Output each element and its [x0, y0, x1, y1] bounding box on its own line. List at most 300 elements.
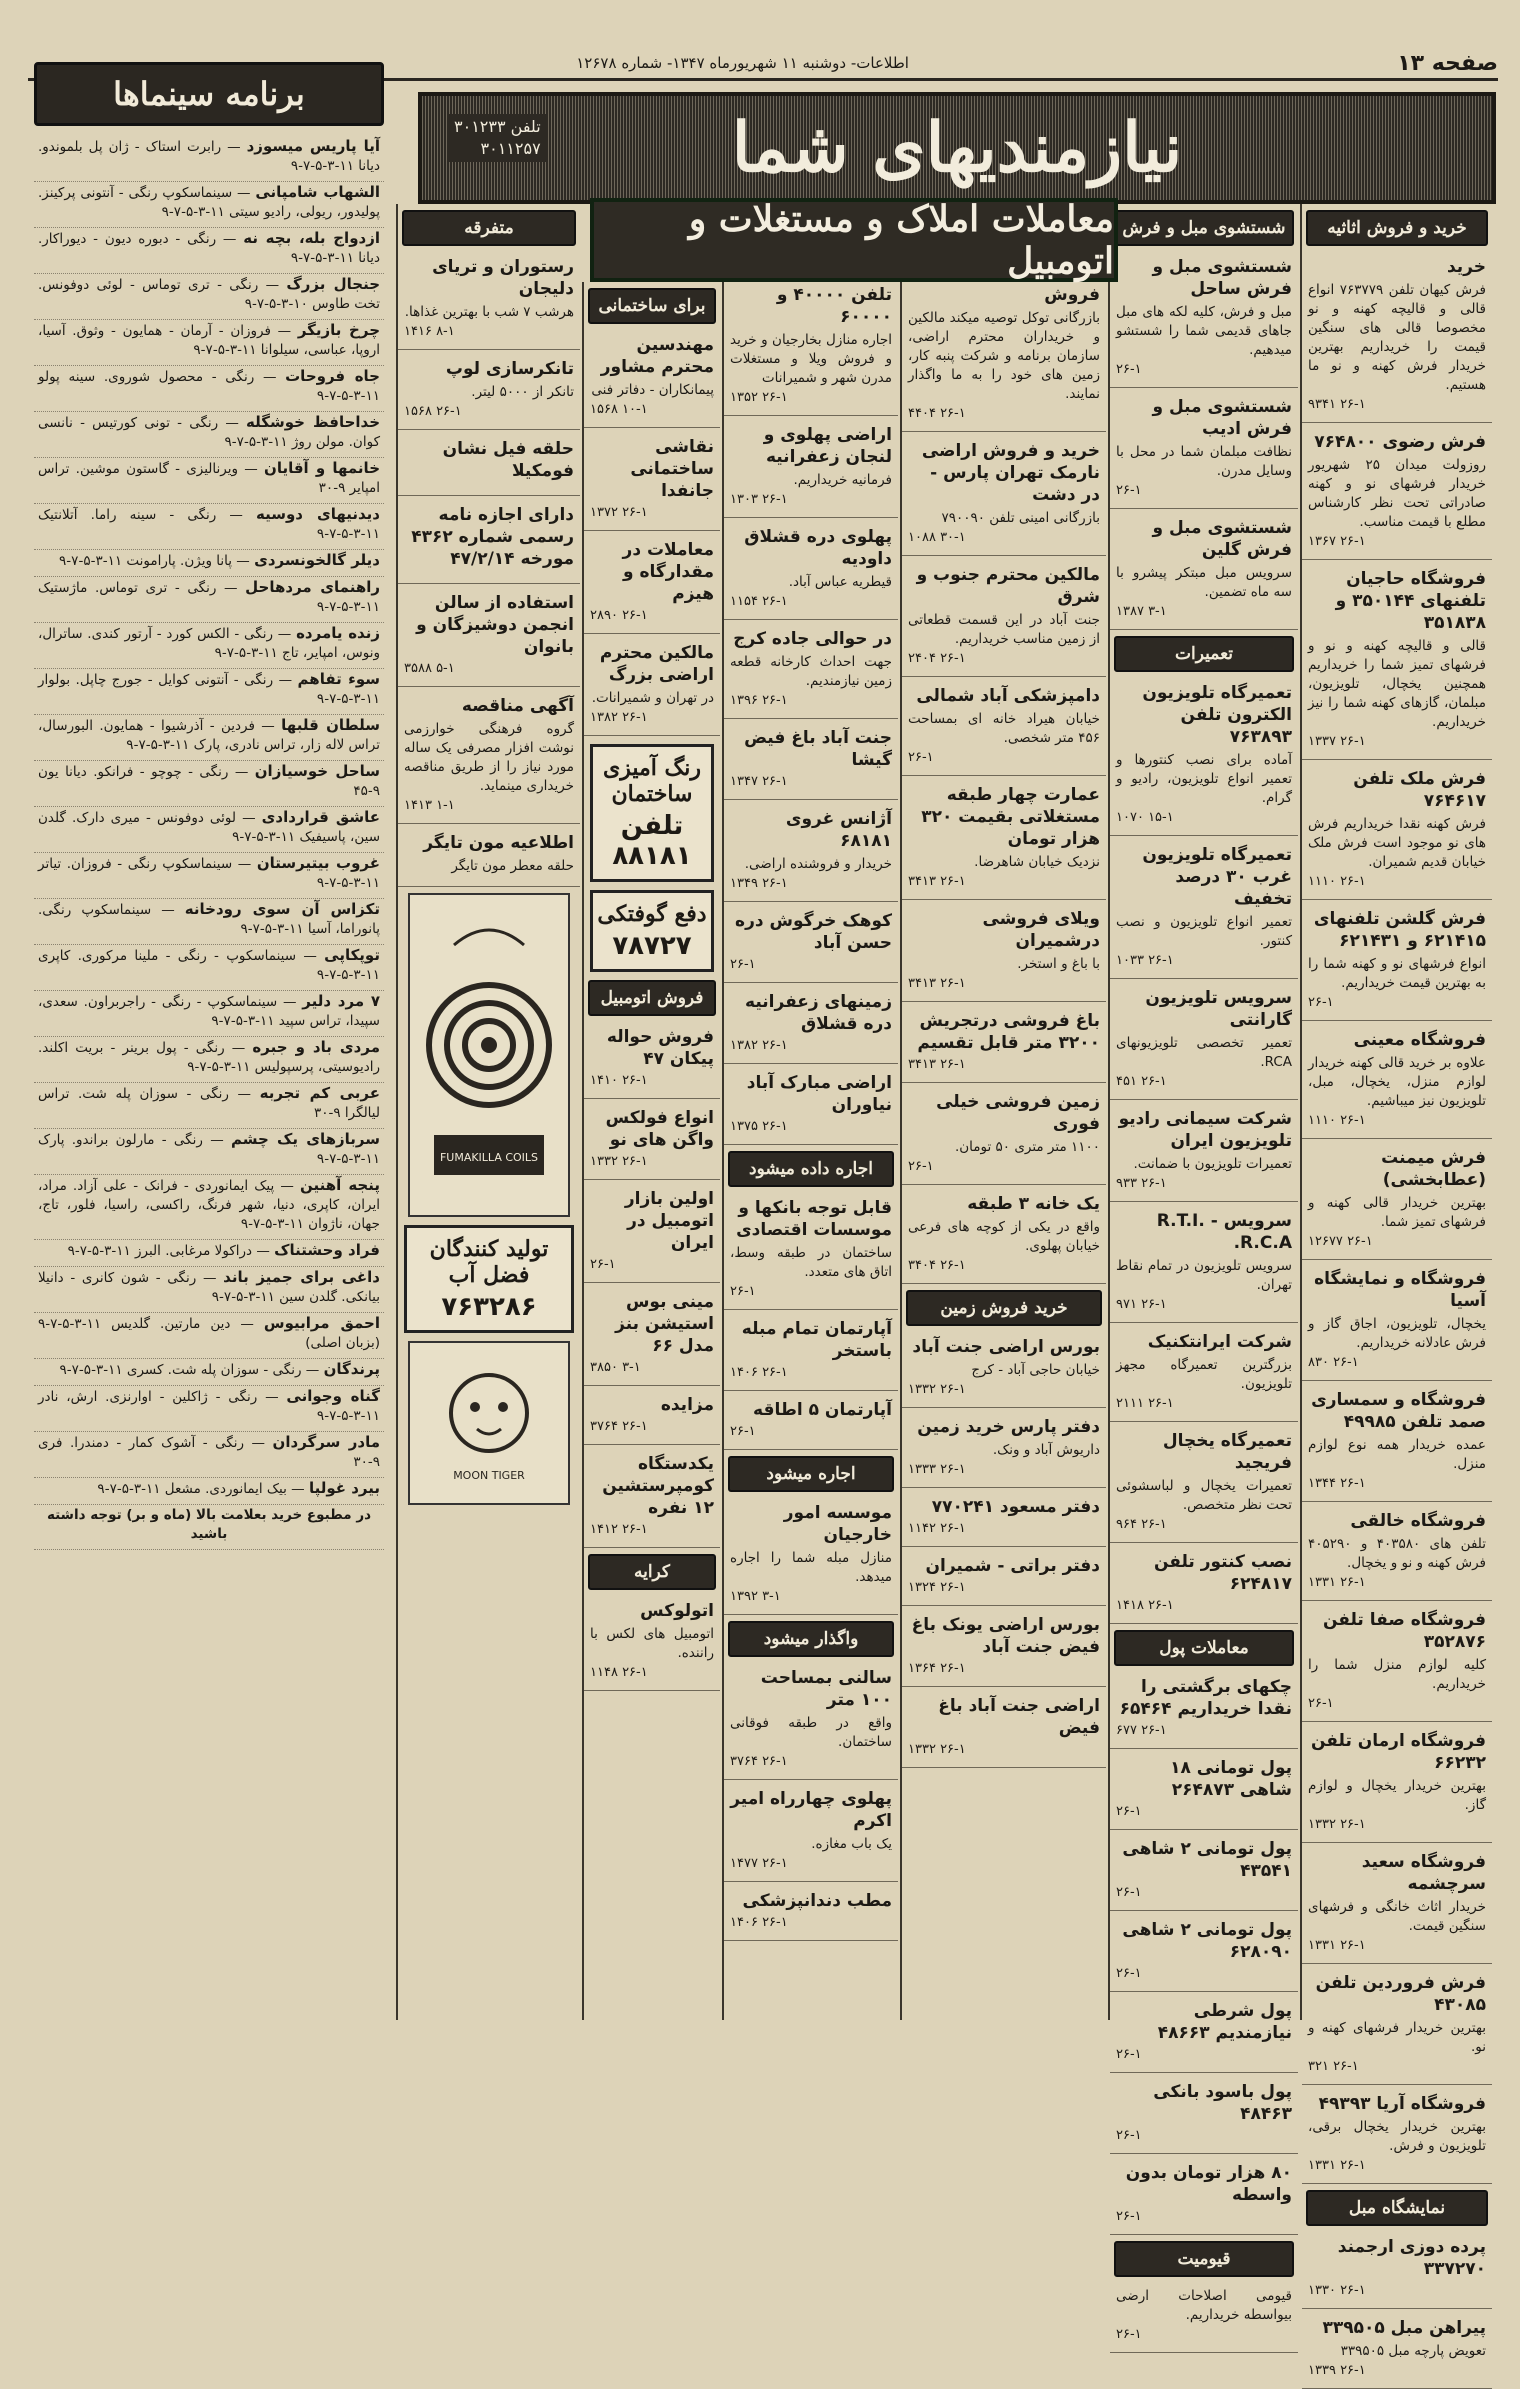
ad-title: باغ فروشی درتجریش ۳۲۰۰ متر قابل تقسیم: [917, 1011, 1100, 1053]
cinema-listing: احمق مرابیوس — دین مارتین. گلدیس ۱۱-۳-۵-۷-۹ (بزبان اصلی): [34, 1313, 384, 1359]
classified-ad: [724, 1316, 898, 1391]
classified-ad: [724, 282, 898, 416]
ad-title: فروشگاه معینی: [1353, 1030, 1486, 1050]
ad-code: ۲۶-۱ ۱۴۱۲: [590, 1522, 648, 1537]
film-details: رنگی - محصول شوروی. سینه پولو ۱۱-۳-۵-۷-۹: [38, 369, 380, 404]
ad-title: اولین بازار اتومبیل در ایران: [624, 1189, 714, 1253]
ad-title: ۸۰ هزار تومان بدون واسطه: [1125, 2163, 1292, 2205]
ad-text: اجاره منازل بخارجیان و خرید و فروش ویلا و مستغلات مدرن شهر و شمیرانات: [730, 332, 892, 386]
ad-text: خیابان هیراد خانه ای بمساحت ۴۵۶ متر شخصی.: [908, 711, 1100, 746]
classified-ad: [1110, 680, 1298, 836]
ad-code: ۲۶-۱ ۱۳۸۲: [590, 710, 648, 725]
classified-ad: [902, 1191, 1106, 1284]
classified-ad: [902, 1693, 1106, 1768]
ad-code: ۲۶-۱ ۱۳۳۱: [1308, 2158, 1366, 2173]
film-details: رنگی - چوچو - فرانکو. دیانا یون ۹-۴۵: [38, 764, 380, 799]
classified-ad: [1110, 842, 1298, 979]
classified-ad: [1302, 2315, 1492, 2389]
ad-code: ۲۶-۱ ۱۴۷۷: [730, 1856, 788, 1871]
film-details: رنگی - سوزان پله شت. کسری ۱۱-۳-۵-۷-۹: [59, 1362, 302, 1378]
film-title: بیرد غولپا: [308, 1479, 380, 1497]
film-title: فراد وحشتناک: [274, 1241, 380, 1259]
ad-code: ۲۶-۱: [1116, 2047, 1142, 2062]
ad-title: تعمیرگاه یخچال فریجید: [1162, 1431, 1292, 1473]
film-title: احمق مرابیوس: [263, 1314, 380, 1332]
ad-code: ۲۶-۱ ۱۳۳۳: [908, 1462, 966, 1477]
cinema-listing: ازدواج بله، بچه نه — رنگی - دبوره دیون - دیوراکار. دیانا ۱۱-۳-۵-۷-۹: [34, 228, 384, 274]
ads-list: [724, 1665, 898, 1941]
classified-ad: [1110, 254, 1298, 388]
section-head-land: خرید فروش زمین: [906, 1290, 1102, 1326]
ad-text: قالی و قالیچه کهنه و نو و فرشهای تمیز شما را خریداریم همچنین یخچال، تلویزیون، مبلمان، گازهای کهنه شما را نیز خریداریم.: [1308, 638, 1486, 730]
classified-ad: [902, 1334, 1106, 1408]
ad-code: ۲۶-۱ ۳۴۱۳: [908, 1057, 966, 1072]
film-title: راهنمای مردهاحل: [245, 578, 380, 596]
ad-text: فرش کیهان تلفن ۷۶۳۷۷۹ انواع قالی و قالیچه کهنه و نو مخصوصا قالی های سنگین قیمت را خریداریم بهترین خریدار فرش کهنه و نو ما هستیم.: [1308, 282, 1486, 393]
ad-code: ۲۶-۱ ۳۴۰۴: [908, 1258, 966, 1273]
film-title: چرخ بازیگر: [297, 321, 381, 339]
ad-code: ۲۶-۱: [730, 1284, 756, 1299]
film-details: رنگی - تونی کورتیس - نانسی کوان. مولن روژ ۱۱-۳-۵-۷-۹: [38, 415, 380, 450]
ad-text: روزولت میدان ۲۵ شهریور خریدار فرشهای نو و کهنه صادراتی تحت نظر کارشناس مطلع با قیمت مناسب.: [1308, 457, 1486, 530]
ad-text: خریدار اثاث خانگی و فرشهای سنگین قیمت.: [1308, 1899, 1486, 1934]
ad-title: آژانس غروی ۶۸۱۸۱: [785, 809, 892, 851]
ad-title: پول شرطی نیازمندیم ۴۸۶۶۳: [1157, 2001, 1292, 2043]
classified-ad: [902, 1008, 1106, 1083]
classified-ad: [902, 438, 1106, 556]
film-details: سینماسکوپ رنگی - آنتونی پرکینز. پولیدور، ریولی، رادیو سیتی ۱۱-۳-۵-۷-۹: [38, 185, 380, 220]
ad-text: بهترین خریدار یخچال برقی، تلویزیون و فرش.: [1308, 2119, 1486, 2154]
ad-text: بهترین خریدار فرشهای کهنه و نو.: [1308, 2020, 1486, 2055]
ad-code: ۲۶-۱ ۱۳۳۹: [1308, 2363, 1366, 2378]
ad-title: سرویس R.T.I. - R.C.A.: [1156, 1211, 1292, 1253]
cinema-listing: عاشق قراردادی — لوئی دوفونس - میری دارک. گلدن سین، پاسیفیک ۱۱-۳-۵-۷-۹: [34, 807, 384, 853]
classified-ad: [584, 1024, 720, 1099]
ad-title: فرش رضوی ۷۶۴۸۰۰: [1314, 432, 1486, 452]
ad-text: تعمیر تخصصی تلویزیونهای RCA.: [1116, 1035, 1292, 1070]
classified-ad: [724, 1888, 898, 1941]
film-title: الشهاب شامپانی: [255, 183, 380, 201]
banner-phone-2: ۳۰۱۱۲۵۷: [480, 139, 541, 158]
cinema-listing: مردی باد و جبره — رنگی - پول برینر - بریت اکلند. رادیوسیتی، پرسپولیس ۱۱-۳-۵-۷-۹: [34, 1037, 384, 1083]
ad-title: مینی بوس استیشن بنز مدل ۶۶: [615, 1292, 714, 1356]
classified-ad: [1302, 1607, 1492, 1722]
ad-title: سالنی بمساحت ۱۰۰ متر: [760, 1668, 892, 1710]
ad-text: سرویس تلویزیون در تمام نقاط تهران.: [1116, 1258, 1292, 1293]
classified-ad: [584, 1289, 720, 1386]
classified-ad: [1110, 1549, 1298, 1624]
cinema-listing: جاه فروحات — رنگی - محصول شوروی. سینه پولو ۱۱-۳-۵-۷-۹: [34, 366, 384, 412]
ad-code: ۲۶-۱ ۱۰۳۳: [1116, 953, 1174, 968]
ads-list: [584, 1598, 720, 1691]
ad-text: قیطریه عباس آباد.: [788, 574, 892, 590]
classified-ad: [584, 537, 720, 634]
ad-text: جنت آباد در این قسمت قطعاتی از زمین مناسب خریداریم.: [908, 612, 1100, 647]
ad-title: پهلوی چهارراه امیر اکرم: [730, 1789, 892, 1831]
classified-ad: [1302, 906, 1492, 1021]
classified-ad: [1110, 394, 1298, 509]
ad-code: ۲۶-۱ ۱۴۱۸: [1116, 1598, 1174, 1613]
ad-code: ۲۶-۱: [1116, 2209, 1142, 2224]
cinema-listing: دیدنیهای دوسیه — رنگی - سینه راما. آتلانتیک ۱۱-۳-۵-۷-۹: [34, 504, 384, 550]
issue-line: اطلاعات- دوشنبه ۱۱ شهریورماه ۱۳۴۷- شماره ۱۲۶۷۸: [576, 54, 909, 72]
ad-code: ۲۶-۱ ۹۷۱: [1116, 1297, 1167, 1312]
ads-list: [902, 282, 1106, 1284]
film-details: ویرنالیزی - گاستون موشین. تراس امپایر ۹-۳۰: [38, 461, 380, 496]
film-details: رنگی - تری توماس. ماژستیک ۱۱-۳-۵-۷-۹: [38, 580, 380, 615]
classified-ad: [1302, 254, 1492, 423]
classified-ad: [584, 1105, 720, 1180]
cinema-listing: داغی برای جمیز باند — رنگی - شون کانری - دانیلا بیانکی. گلدن سین ۱۱-۳-۵-۷-۹: [34, 1267, 384, 1313]
ad-code: ۲۶-۱ ۱۳۳۲: [908, 1742, 966, 1757]
cinema-program: [34, 62, 384, 2022]
cinema-note: در مطبوع خرید بعلامت بالا (ماه و بر) توجه داشته باشید: [34, 1505, 384, 1550]
ad-code: ۲۶-۱: [1116, 2128, 1142, 2143]
film-title: غروب بیتیرستان: [256, 854, 380, 872]
column-misc: [396, 204, 580, 2020]
ad-code: ۲۶-۱ ۳۷۶۴: [730, 1754, 788, 1769]
ad-code: ۳-۱ ۱۳۸۷: [1116, 604, 1167, 619]
column-buy-sell: [1300, 204, 1492, 2378]
film-title: جاه فروحات: [285, 367, 380, 385]
classified-ad: [584, 1186, 720, 1283]
film-details: رنگی - سوزان پله شت. تراس لیالگرا ۹-۳۰: [38, 1086, 380, 1121]
ad-code: ۲۶-۱ ۱۳۲۴: [908, 1580, 966, 1595]
ad-text: گروه فرهنگی خوارزمی نوشت افزار مصرفی یک ساله مورد نیاز را از طریق مناقصه خریداری مینماید.: [404, 721, 574, 794]
cinema-listing: سربازهای یک چشم — رنگی - مارلون براندو. پارک ۱۱-۳-۵-۷-۹: [34, 1129, 384, 1175]
ad-code: ۲۶-۱ ۴۴۰۴: [908, 406, 966, 421]
fumakilla-logo-text: FUMAKILLA COILS: [439, 1151, 539, 1164]
box-ad-phone: ۷۸۷۲۷: [612, 931, 692, 961]
classified-ad: [724, 524, 898, 620]
ad-code: ۲۶-۱ ۶۷۷: [1116, 1723, 1167, 1738]
ad-title: فروشگاه صفا تلفن ۳۵۲۸۷۶: [1322, 1610, 1486, 1652]
ad-code: ۲۶-۱ ۲۸۹۰: [590, 608, 648, 623]
film-details: رنگی - مارلون براندو. پارک ۱۱-۳-۵-۷-۹: [38, 1132, 380, 1167]
ad-title: پول تومانی ۲ شاهی ۶۲۸۰۹۰: [1122, 1920, 1292, 1962]
classified-ad: [1302, 1027, 1492, 1139]
film-details: رنگی - آشوک کمار - دمندرا. فری ۹-۳۰: [38, 1435, 380, 1470]
classified-ad: [724, 1070, 898, 1145]
ad-code: ۲۶-۱ ۱۴۰۶: [730, 1365, 788, 1380]
classified-ad: [584, 1392, 720, 1445]
ad-title: پهلوی دره قشلاق داودیه: [744, 527, 892, 569]
cinema-listing: خداحافظ خوشگله — رنگی - تونی کورتیس - نانسی کوان. مولن روژ ۱۱-۳-۵-۷-۹: [34, 412, 384, 458]
ad-code: ۱۰-۱ ۱۵۶۸: [590, 402, 648, 417]
classified-ad: [724, 1195, 898, 1310]
ad-text: بازرگانی امینی تلفن ۷۹۰۰۹۰: [941, 510, 1100, 526]
film-title: دیدنیهای دوسیه: [255, 505, 380, 523]
cinema-listing: زنده یامرده — رنگی - الکس کورد - آرتور کندی. ساترال، ونوس، امپایر، تاج ۱۱-۳-۵-۷-۹: [34, 623, 384, 669]
ads-list: [1110, 1674, 1298, 2235]
ad-title: مالکین محترم جنوب و شرق: [916, 565, 1100, 607]
classified-ad: [902, 562, 1106, 677]
ad-title: تانکرسازی لوپ: [445, 359, 574, 379]
ad-code: ۲۶-۱ ۱۱۵۴: [730, 594, 788, 609]
ad-code: ۲۶-۱ ۱۴۱۰: [590, 1073, 648, 1088]
ad-code: ۲۶-۱ ۱۳۳۱: [1308, 1575, 1366, 1590]
cinema-listing: مادر سرگردان — رنگی - آشوک کمار - دمندرا. فری ۹-۳۰: [34, 1432, 384, 1478]
ad-code: ۲۶-۱: [1308, 995, 1334, 1010]
classified-ad: [902, 1612, 1106, 1687]
ad-code: ۲۶-۱ ۳۷۶۴: [590, 1419, 648, 1434]
section-head-for-rent: اجاره داده میشود: [728, 1151, 894, 1187]
film-details: سینماسکوپ - رنگی - راجربراون. سعدی، سپیدا، تراس سپید ۱۱-۳-۵-۷-۹: [38, 994, 380, 1029]
cinema-listing: الشهاب شامپانی — سینماسکوپ رنگی - آنتونی پرکینز. پولیدور، ریولی، رادیو سیتی ۱۱-۳-۵-۷-۹: [34, 182, 384, 228]
ad-text: تعمیر انواع تلویزیون و نصب کنتور.: [1116, 914, 1292, 949]
ad-text: عمده خریدار همه نوع لوازم منزل.: [1308, 1437, 1486, 1472]
ad-title: تعمیرگاه تلویزیون الکترون تلفن ۷۶۳۸۹۳: [1142, 683, 1292, 747]
tiger-logo-text: MOON TIGER: [453, 1469, 525, 1482]
ad-code: ۲۶-۱ ۱۱۱۰: [1308, 874, 1366, 889]
ad-title: ویلای فروشی درشمیران: [982, 909, 1100, 951]
cinema-listing: بیرد غولپا — بیک ایمانوردی. مشعل ۱۱-۳-۵-۷-۹: [34, 1478, 384, 1505]
ad-text: هرشب ۷ شب با بهترین غذاها.: [404, 304, 574, 320]
ad-text: نظافت مبلمان شما در محل با وسایل مدرن.: [1116, 444, 1292, 479]
ad-title: نقاشی ساختمانی جانفدا: [630, 437, 714, 501]
film-title: تکزاس آن سوی رودخانه: [184, 900, 380, 918]
ad-title: بورس اراضی جنت آباد: [912, 1337, 1100, 1357]
classified-ad: [724, 626, 898, 719]
ad-title: شرکت سیمانی رادیو تلویزیون ایران: [1118, 1109, 1292, 1151]
classified-ad: [724, 422, 898, 518]
classified-ad: [724, 806, 898, 902]
ad-title: موسسه امور خارجیان: [783, 1503, 892, 1545]
ad-title: استفاده از سالن انجمن دوشیزگان و بانوان: [416, 593, 574, 657]
ad-title: پول باسود بانکی ۴۸۴۶۳: [1153, 2082, 1292, 2124]
film-details: رنگی - دبوره دیون - دیوراکار. دیانا ۱۱-۳-۵-۷-۹: [38, 231, 380, 266]
ad-code: ۲۶-۱ ۱۳۳۲: [590, 1154, 648, 1169]
classified-ad: [1302, 566, 1492, 760]
film-title: سوء تفاهم: [297, 670, 380, 688]
ad-title: تعمیرگاه تلویزیون غرب ۳۰ درصد تخفیف: [1142, 845, 1292, 909]
ad-text: تعویض پارچه مبل ۳۳۹۵۰۵: [1340, 2343, 1486, 2359]
section-head-repairs: تعمیرات: [1114, 636, 1294, 672]
section-head-wanted-rent: اجاره میشود: [728, 1456, 894, 1492]
classified-ad: [1302, 1728, 1492, 1843]
ad-code: ۲۶-۱ ۹۶۴: [1116, 1517, 1167, 1532]
classified-ad: [1110, 515, 1298, 630]
ad-code: ۲۶-۱: [1308, 1696, 1334, 1711]
film-title: سلطان قلبها: [281, 716, 380, 734]
classified-ad: [1110, 1674, 1298, 1749]
ad-code: ۲۶-۱: [730, 1424, 756, 1439]
film-details: پیک ایمانوردی - فرانک - علی آزاد. مراد، ایران، کاپری، دنیا، شهر فرنگ، راکسی، راسیا، فلور، تاج، جهان، ناژوان ۱۱-۳-۵-۷-۹: [38, 1178, 380, 1232]
cinema-listing: آیا پاریس میسوزد — رابرت استاک - ژان پل بلموندو. دیانا ۱۱-۳-۵-۷-۹: [34, 136, 384, 182]
classified-ad: [1302, 766, 1492, 900]
film-details: بیک ایمانوردی. مشعل ۱۱-۳-۵-۷-۹: [97, 1481, 287, 1497]
cinema-listing: سلطان قلبها — فردین - آذرشیوا - همایون. البورسال، تراس لاله زار، تراس نادری، پارک ۱۱-۳-۵-۷-۹: [34, 715, 384, 761]
ad-title: قابل توجه بانکها و موسسات اقتصادی: [736, 1198, 892, 1240]
section-head-transfer: واگذار میشود: [728, 1621, 894, 1657]
cinema-listing: جنجال بزرگ — رنگی - تری توماس - لوئی دوفونس. تخت طاوس ۱۰-۳-۵-۷-۹: [34, 274, 384, 320]
column-construction-cars: [582, 282, 720, 2020]
ad-code: ۲۶-۱: [1116, 1966, 1142, 1981]
ad-text: خیابان حاجی آباد - کرج: [971, 1362, 1100, 1378]
ad-title: فرش ملک تلفن ۷۶۴۶۱۷: [1353, 769, 1486, 811]
film-details: سینماسکوپ رنگی - فروزان. تیاتر ۱۱-۳-۵-۷-۹: [38, 856, 380, 891]
ad-code: ۲۶-۱ ۱۲۶۷۷: [1308, 1234, 1373, 1249]
classified-ad: [398, 830, 580, 887]
classified-ad: [902, 1553, 1106, 1606]
ad-text: فرش کهنه نقدا خریداریم فرش های نو موجود است فرش ملک خیابان قدیم شمیران.: [1308, 816, 1486, 870]
ad-title: حلقه فیل نشان فومکیلا: [442, 439, 574, 481]
classified-ad: [902, 683, 1106, 776]
classified-ad: [724, 1786, 898, 1882]
ad-text: انواع فرشهای نو و کهنه شما را به بهترین قیمت خریداریم.: [1308, 956, 1486, 991]
ad-title: پرده دوزی ارجمند ۳۳۷۲۷۰: [1337, 2237, 1486, 2279]
ad-code: ۲۶-۱ ۱۳۵۲: [730, 390, 788, 405]
classified-ad: [1110, 1329, 1298, 1422]
ad-code: ۲۶-۱: [590, 1257, 616, 1272]
box-ad-phone: ۷۶۳۲۸۶: [441, 1292, 537, 1322]
ad-title: یکدستگاه کومپرستشین ۱۲ نفره: [602, 1454, 714, 1518]
ad-text: یک باب مغازه.: [811, 1836, 892, 1852]
film-title: عربی کم تجربه: [259, 1084, 380, 1102]
ad-title: پیراهن مبل ۳۳۹۵۰۵: [1322, 2318, 1486, 2338]
cinema-listing: پنجه آهنین — پیک ایمانوردی - فرانک - علی آزاد. مراد، ایران، کاپری، دنیا، شهر فرنگ، راکسی، راسیا، فلور، تاج، جهان، ناژوان ۱۱-۳-۵-۷-۹: [34, 1175, 384, 1240]
ad-code: ۲۶-۱ ۱۴۰۶: [730, 1915, 788, 1930]
ad-text: فرمانیه خریداریم.: [793, 472, 892, 488]
film-details: رابرت استاک - ژان پل بلموندو. دیانا ۱۱-۳-۵-۷-۹: [38, 139, 380, 174]
classified-ad: [724, 989, 898, 1064]
box-ad-title: رنگ آمیزی ساختمان: [603, 755, 701, 807]
section-head-furniture: نمایشگاه مبل: [1306, 2190, 1488, 2226]
ad-text: نزدیک خیابان شاهرضا.: [974, 854, 1100, 870]
ads-list: [724, 1500, 898, 1615]
cinema-listing: دیلر گالخونسردی — پانا ویژن. پارامونت ۱۱-۳-۵-۷-۹: [34, 550, 384, 577]
ad-title: فروش حواله پیکان ۴۷: [606, 1027, 714, 1069]
section-headline-real-estate: معاملات املاک و مستغلات و اتومبیل: [590, 198, 1118, 282]
classified-ad: [902, 1089, 1106, 1185]
ads-list: [1110, 254, 1298, 630]
section-head-misc: متفرقه: [402, 210, 576, 246]
ad-text: بزرگترین تعمیرگاه مجهز تلویزیون.: [1116, 1357, 1292, 1392]
classified-ad: [902, 906, 1106, 1002]
classified-ad: [724, 1500, 898, 1615]
ads-list: [1110, 2285, 1298, 2353]
ad-title: فروشگاه و سمساری صمد تلفن ۴۹۹۸۵: [1311, 1390, 1486, 1432]
banner-title: نیازمندیهای شما: [731, 108, 1183, 188]
ad-title: فروشگاه خالقی: [1350, 1511, 1486, 1531]
ad-title: فروشگاه حاجیان تلفنهای ۳۵۰۱۴۴ و ۳۵۱۸۳۸: [1335, 569, 1486, 633]
ad-text: کلیه لوازم منزل شما را خریداریم.: [1308, 1657, 1486, 1692]
ad-code: ۲۶-۱ ۱۳۳۷: [1308, 734, 1366, 749]
ad-title: دفتر پارس خرید زمین: [917, 1417, 1100, 1437]
cinema-listing: ۷ مرد دلیر — سینماسکوپ - رنگی - راجربراون. سعدی، سپیدا، تراس سپید ۱۱-۳-۵-۷-۹: [34, 991, 384, 1037]
classified-ad: [724, 908, 898, 983]
classified-ad: [1110, 985, 1298, 1100]
classified-ad: [1302, 2234, 1492, 2309]
classified-ad: [1110, 2079, 1298, 2154]
ad-title: نصب کنتور تلفن ۶۲۴۸۱۷: [1153, 1552, 1292, 1594]
cinema-listing: گناه وجوانی — رنگی - ژاکلین - اوارنزی. ارش، نادر ۱۱-۳-۵-۷-۹: [34, 1386, 384, 1432]
ad-text: علاوه بر خرید قالی کهنه خریدار لوازم منزل، یخچال، مبل، تلویزیون نیز میباشیم.: [1308, 1055, 1486, 1109]
ad-title: زمین فروشی خیلی فوری: [936, 1092, 1100, 1134]
classified-ad: [1302, 1145, 1492, 1260]
cinema-listing: راهنمای مردهاحل — رنگی - تری توماس. ماژستیک ۱۱-۳-۵-۷-۹: [34, 577, 384, 623]
film-title: زنده یامرده: [296, 624, 380, 642]
film-title: مردی باد و جبره: [252, 1038, 380, 1056]
ad-title: پول تومانی ۱۸ شاهی ۲۶۴۸۷۳: [1170, 1758, 1292, 1800]
ad-title: معاملات در مقدارگاه و هیزم: [622, 540, 714, 604]
ad-code: ۵-۱ ۳۵۸۸: [404, 661, 455, 676]
ad-code: ۲۶-۱ ۳۴۱۳: [908, 976, 966, 991]
film-details: رنگی - آنتونی کوایل - جورج چاپل. بولوار ۱۱-۳-۵-۷-۹: [38, 672, 380, 707]
ad-title: اراضی مبارک آباد نیاوران: [746, 1073, 892, 1115]
ad-code: ۲۶-۱ ۱۱۴۲: [908, 1521, 966, 1536]
classified-ad: [1302, 1266, 1492, 1381]
ad-title: شستشوی مبل و فرش ادیب: [1152, 397, 1292, 439]
ad-title: آپارتمان ۵ اطاقه: [753, 1400, 892, 1420]
film-details: رنگی - سینه راما. آتلانتیک ۱۱-۳-۵-۷-۹: [38, 507, 380, 542]
film-details: لوئی دوفونس - میری دارک. گلدن سین، پاسیفیک ۱۱-۳-۵-۷-۹: [38, 810, 380, 845]
ad-text: تلفن های ۴۰۳۵۸۰ و ۴۰۵۲۹۰ فرش کهنه و نو و یخچال.: [1308, 1536, 1487, 1571]
classified-ad: [1110, 1106, 1298, 1202]
ad-title: شستشوی مبل و فرش ساحل: [1152, 257, 1292, 299]
film-title: سربازهای یک چشم: [230, 1130, 380, 1148]
ad-title: شرکت ایرانتکنیک: [1147, 1332, 1292, 1352]
ads-list: [724, 282, 898, 1145]
box-ad-title: دفع گوفتکی: [597, 901, 707, 927]
ad-title: خرید: [1446, 257, 1486, 277]
classified-ad: [1110, 1836, 1298, 1911]
cinema-listing: توپکاپی — سینماسکوپ - رنگی - ملینا مرکوری. کاپری ۱۱-۳-۵-۷-۹: [34, 945, 384, 991]
classified-ad: [724, 725, 898, 800]
ad-title: فروش: [1044, 285, 1100, 305]
cinema-listing: خانمها و آقایان — ویرنالیزی - گاستون موشین. تراس امپایر ۹-۳۰: [34, 458, 384, 504]
ad-text: داریوش آباد و ونک.: [992, 1442, 1100, 1458]
ad-code: ۲۶-۱: [1116, 1885, 1142, 1900]
banner-phones: [448, 114, 547, 162]
ad-title: زمینهای زعفرانیه دره قشلاق: [745, 992, 892, 1034]
ads-list: [584, 332, 720, 736]
film-title: توپکاپی: [324, 946, 380, 964]
section-head-cleaning: شستشوی مبل و فرش: [1114, 210, 1294, 246]
ad-code: ۲۶-۱: [730, 957, 756, 972]
ad-code: ۲۶-۱ ۱۳۳۲: [908, 1382, 966, 1397]
ad-text: واقع در یکی از کوچه های فرعی خیابان پهلوی.: [908, 1219, 1100, 1254]
film-title: آیا پاریس میسوزد: [246, 137, 380, 155]
ad-code: ۲۶-۱ ۱۳۴۹: [730, 876, 788, 891]
ad-title: رستوران و تریای دلیجان: [432, 257, 574, 299]
classified-ad: [584, 1598, 720, 1691]
ad-title: بورس اراضی یونک باغ فیض جنت آباد: [911, 1615, 1100, 1657]
cinema-listing: سوء تفاهم — رنگی - آنتونی کوایل - جورج چاپل. بولوار ۱۱-۳-۵-۷-۹: [34, 669, 384, 715]
ad-title: فرش گلشن تلفنهای ۶۲۱۴۱۵ و ۶۲۱۴۳۱: [1313, 909, 1486, 951]
ad-text: تعمیرات یخچال و لباسشوئی تحت نظر متخصص.: [1116, 1478, 1292, 1513]
column-real-estate-b: [722, 282, 898, 2020]
ad-title: دفتر مسعود ۷۷۰۲۴۱: [931, 1497, 1100, 1517]
ads-list: [1302, 254, 1492, 2184]
film-details: رنگی - الکس کورد - آرتور کندی. ساترال، ونوس، امپایر، تاج ۱۱-۳-۵-۷-۹: [38, 626, 380, 661]
ad-title: فروشگاه آریا ۴۹۳۹۳: [1318, 2094, 1486, 2114]
ad-text: ۱۱۰۰ متر متری ۵۰ تومان.: [954, 1139, 1100, 1155]
section-head-money: معاملات پول: [1114, 1630, 1294, 1666]
ad-code: ۲۶-۱: [908, 1159, 934, 1174]
page-number: صفحه ۱۳: [1397, 50, 1498, 76]
ad-text: بهترین خریدار یخچال و لوازم گاز.: [1308, 1778, 1486, 1813]
section-head-guardianship: قیومیت: [1114, 2241, 1294, 2277]
classified-ad: [1302, 1970, 1492, 2085]
classified-ad: [1110, 1428, 1298, 1543]
film-title: گناه وجوانی: [286, 1387, 380, 1405]
cinema-title: برنامه سینماها: [34, 62, 384, 126]
ad-title: کوهک خرگوش دره حسن آباد: [735, 911, 892, 953]
ad-code: ۲۶-۱ ۱۱۱۰: [1308, 1113, 1366, 1128]
section-head-construction: برای ساختمانی: [588, 288, 716, 324]
classified-ad: [902, 782, 1106, 900]
